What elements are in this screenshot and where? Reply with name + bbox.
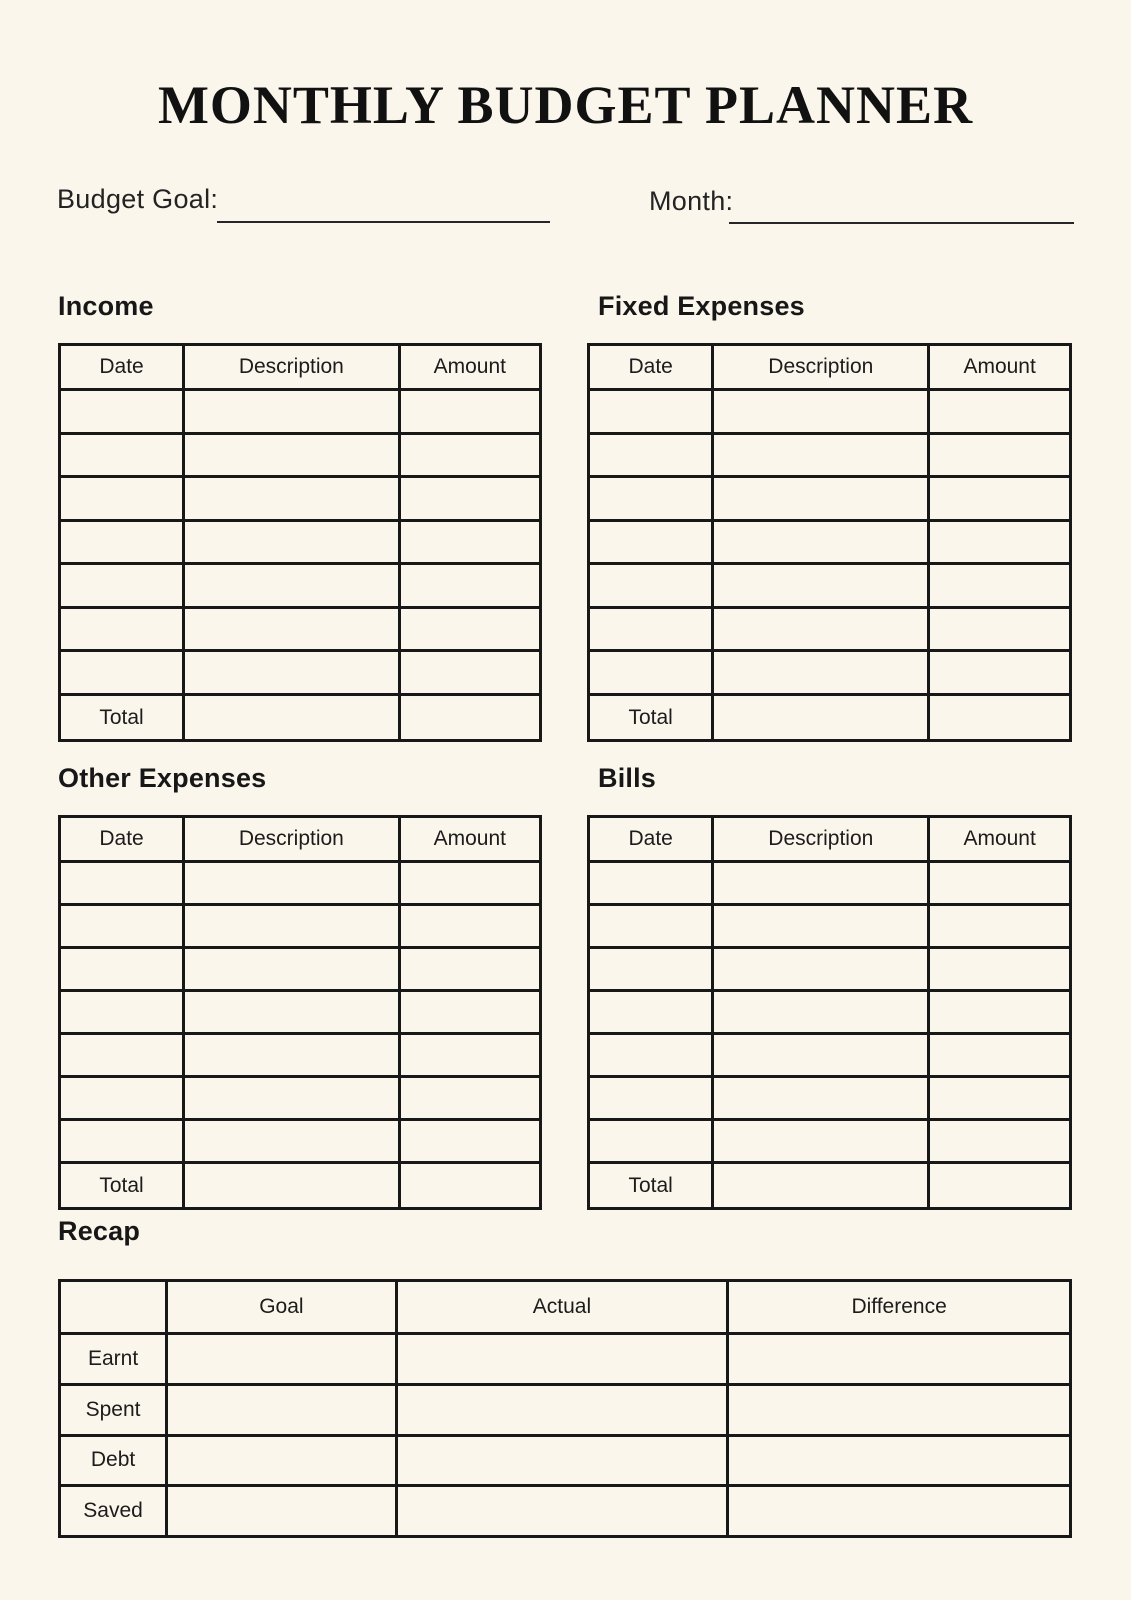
total-amount-cell[interactable]	[929, 695, 1071, 741]
recap-row	[60, 1334, 1071, 1385]
description-cell[interactable]	[184, 991, 399, 1034]
budget-goal-label: Budget Goal:	[57, 184, 219, 214]
date-cell[interactable]	[589, 564, 713, 608]
month-label: Month:	[649, 186, 734, 216]
total-label-cell: Total	[60, 695, 184, 741]
table-row	[60, 862, 541, 905]
amount-cell[interactable]	[929, 651, 1071, 695]
column-header-date: Date	[589, 817, 713, 862]
recap-row-label-saved: Saved	[60, 1486, 167, 1537]
amount-cell[interactable]	[399, 905, 540, 948]
date-cell[interactable]	[589, 477, 713, 521]
column-header-goal: Goal	[167, 1281, 396, 1334]
column-header-blank	[60, 1281, 167, 1334]
table-row	[589, 948, 1071, 991]
section-heading-fixed-expenses: Fixed Expenses	[598, 291, 805, 321]
table-row	[60, 1077, 541, 1120]
amount-cell[interactable]	[929, 862, 1071, 905]
amount-cell[interactable]	[399, 651, 540, 695]
total-description-cell[interactable]	[184, 695, 399, 741]
recap-row	[60, 1486, 1071, 1537]
recap-goal-cell[interactable]	[167, 1435, 396, 1486]
recap-actual-cell[interactable]	[396, 1435, 728, 1486]
table-header-row	[589, 817, 1071, 862]
description-cell[interactable]	[184, 607, 399, 651]
date-cell[interactable]	[60, 520, 184, 564]
column-header-difference: Difference	[728, 1281, 1071, 1334]
date-cell[interactable]	[60, 390, 184, 434]
date-cell[interactable]	[60, 862, 184, 905]
description-cell[interactable]	[713, 477, 929, 521]
date-cell[interactable]	[589, 905, 713, 948]
amount-cell[interactable]	[399, 862, 540, 905]
description-cell[interactable]	[713, 862, 929, 905]
date-cell[interactable]	[589, 390, 713, 434]
amount-cell[interactable]	[929, 433, 1071, 477]
page-title: MONTHLY BUDGET PLANNER	[157, 75, 974, 135]
date-cell[interactable]	[60, 651, 184, 695]
table-row	[60, 390, 541, 434]
total-amount-cell[interactable]	[399, 695, 540, 741]
table-row	[60, 948, 541, 991]
table-row	[60, 1034, 541, 1077]
description-cell[interactable]	[184, 433, 399, 477]
amount-cell[interactable]	[929, 477, 1071, 521]
description-cell[interactable]	[713, 1034, 929, 1077]
amount-cell[interactable]	[929, 905, 1071, 948]
table-row	[60, 905, 541, 948]
description-cell[interactable]	[184, 948, 399, 991]
date-cell[interactable]	[589, 607, 713, 651]
amount-cell[interactable]	[399, 1120, 540, 1163]
column-header-description: Description	[184, 345, 399, 390]
description-cell[interactable]	[184, 862, 399, 905]
recap-goal-cell[interactable]	[167, 1486, 396, 1537]
amount-cell[interactable]	[929, 1120, 1071, 1163]
description-cell[interactable]	[713, 607, 929, 651]
description-cell[interactable]	[713, 991, 929, 1034]
table-row	[589, 1120, 1071, 1163]
column-header-date: Date	[60, 817, 184, 862]
description-cell[interactable]	[713, 564, 929, 608]
table-row	[589, 564, 1071, 608]
amount-cell[interactable]	[399, 520, 540, 564]
amount-cell[interactable]	[929, 607, 1071, 651]
fixed-expenses-table	[587, 343, 1072, 742]
table-row	[589, 905, 1071, 948]
section-heading-bills: Bills	[598, 763, 657, 793]
column-header-date: Date	[60, 345, 184, 390]
date-cell[interactable]	[60, 477, 184, 521]
recap-actual-cell[interactable]	[396, 1486, 728, 1537]
recap-difference-cell[interactable]	[728, 1384, 1071, 1435]
amount-cell[interactable]	[399, 1077, 540, 1120]
amount-cell[interactable]	[399, 1034, 540, 1077]
column-header-amount: Amount	[929, 345, 1071, 390]
amount-cell[interactable]	[399, 433, 540, 477]
amount-cell[interactable]	[929, 520, 1071, 564]
table-header-row	[60, 345, 541, 390]
total-row	[60, 695, 541, 741]
section-heading-income: Income	[58, 291, 154, 321]
budget-goal-input-line[interactable]	[217, 221, 550, 223]
description-cell[interactable]	[184, 1034, 399, 1077]
description-cell[interactable]	[184, 1120, 399, 1163]
table-row	[60, 607, 541, 651]
table-row	[589, 433, 1071, 477]
date-cell[interactable]	[60, 905, 184, 948]
table-header-row	[60, 817, 541, 862]
column-header-description: Description	[713, 345, 929, 390]
table-row	[60, 564, 541, 608]
amount-cell[interactable]	[399, 564, 540, 608]
table-row	[589, 651, 1071, 695]
recap-actual-cell[interactable]	[396, 1384, 728, 1435]
amount-cell[interactable]	[399, 948, 540, 991]
description-cell[interactable]	[184, 390, 399, 434]
column-header-actual: Actual	[396, 1281, 728, 1334]
description-cell[interactable]	[713, 1120, 929, 1163]
description-cell[interactable]	[713, 651, 929, 695]
total-row	[60, 1163, 541, 1209]
recap-goal-cell[interactable]	[167, 1384, 396, 1435]
recap-row-label-spent: Spent	[60, 1384, 167, 1435]
amount-cell[interactable]	[399, 477, 540, 521]
table-row	[60, 477, 541, 521]
table-row	[589, 991, 1071, 1034]
table-row	[589, 607, 1071, 651]
total-label-cell: Total	[589, 1163, 713, 1209]
date-cell[interactable]	[589, 1120, 713, 1163]
amount-cell[interactable]	[929, 991, 1071, 1034]
date-cell[interactable]	[60, 991, 184, 1034]
income-table	[58, 343, 542, 742]
date-cell[interactable]	[60, 1077, 184, 1120]
table-header-row	[589, 345, 1071, 390]
date-cell[interactable]	[589, 651, 713, 695]
table-row	[60, 991, 541, 1034]
total-row	[589, 1163, 1071, 1209]
amount-cell[interactable]	[929, 948, 1071, 991]
table-row	[589, 862, 1071, 905]
description-cell[interactable]	[713, 520, 929, 564]
date-cell[interactable]	[589, 520, 713, 564]
table-row	[589, 1034, 1071, 1077]
amount-cell[interactable]	[929, 564, 1071, 608]
date-cell[interactable]	[60, 1034, 184, 1077]
column-header-date: Date	[589, 345, 713, 390]
date-cell[interactable]	[589, 991, 713, 1034]
date-cell[interactable]	[589, 1077, 713, 1120]
date-cell[interactable]	[589, 862, 713, 905]
recap-goal-cell[interactable]	[167, 1334, 396, 1385]
date-cell[interactable]	[60, 1120, 184, 1163]
date-cell[interactable]	[60, 433, 184, 477]
column-header-description: Description	[184, 817, 399, 862]
total-label-cell: Total	[60, 1163, 184, 1209]
date-cell[interactable]	[60, 948, 184, 991]
recap-actual-cell[interactable]	[396, 1334, 728, 1385]
total-amount-cell[interactable]	[929, 1163, 1071, 1209]
column-header-amount: Amount	[399, 817, 540, 862]
total-amount-cell[interactable]	[399, 1163, 540, 1209]
column-header-amount: Amount	[929, 817, 1071, 862]
recap-table	[58, 1279, 1072, 1538]
amount-cell[interactable]	[399, 607, 540, 651]
table-row	[589, 1077, 1071, 1120]
table-row	[589, 390, 1071, 434]
section-heading-other-expenses: Other Expenses	[58, 763, 267, 793]
total-label-cell: Total	[589, 695, 713, 741]
amount-cell[interactable]	[399, 390, 540, 434]
amount-cell[interactable]	[929, 1077, 1071, 1120]
recap-header-row	[60, 1281, 1071, 1334]
column-header-amount: Amount	[399, 345, 540, 390]
amount-cell[interactable]	[929, 1034, 1071, 1077]
recap-row	[60, 1435, 1071, 1486]
table-row	[60, 651, 541, 695]
total-description-cell[interactable]	[713, 695, 929, 741]
table-row	[589, 477, 1071, 521]
description-cell[interactable]	[713, 948, 929, 991]
date-cell[interactable]	[60, 607, 184, 651]
description-cell[interactable]	[713, 905, 929, 948]
description-cell[interactable]	[184, 520, 399, 564]
other-expenses-table	[58, 815, 542, 1210]
table-row	[60, 433, 541, 477]
total-description-cell[interactable]	[713, 1163, 929, 1209]
bills-table	[587, 815, 1072, 1210]
date-cell[interactable]	[589, 433, 713, 477]
description-cell[interactable]	[184, 651, 399, 695]
description-cell[interactable]	[184, 905, 399, 948]
recap-difference-cell[interactable]	[728, 1486, 1071, 1537]
recap-row-label-earnt: Earnt	[60, 1334, 167, 1385]
description-cell[interactable]	[713, 433, 929, 477]
total-description-cell[interactable]	[184, 1163, 399, 1209]
total-row	[589, 695, 1071, 741]
description-cell[interactable]	[713, 1077, 929, 1120]
amount-cell[interactable]	[929, 390, 1071, 434]
table-row	[60, 1120, 541, 1163]
recap-row-label-debt: Debt	[60, 1435, 167, 1486]
recap-row	[60, 1384, 1071, 1435]
recap-difference-cell[interactable]	[728, 1435, 1071, 1486]
date-cell[interactable]	[60, 564, 184, 608]
section-heading-recap: Recap	[58, 1216, 141, 1246]
recap-difference-cell[interactable]	[728, 1334, 1071, 1385]
date-cell[interactable]	[589, 948, 713, 991]
description-cell[interactable]	[184, 1077, 399, 1120]
column-header-description: Description	[713, 817, 929, 862]
description-cell[interactable]	[184, 477, 399, 521]
table-row	[589, 520, 1071, 564]
table-row	[60, 520, 541, 564]
description-cell[interactable]	[713, 390, 929, 434]
description-cell[interactable]	[184, 564, 399, 608]
amount-cell[interactable]	[399, 991, 540, 1034]
month-input-line[interactable]	[729, 222, 1074, 224]
date-cell[interactable]	[589, 1034, 713, 1077]
